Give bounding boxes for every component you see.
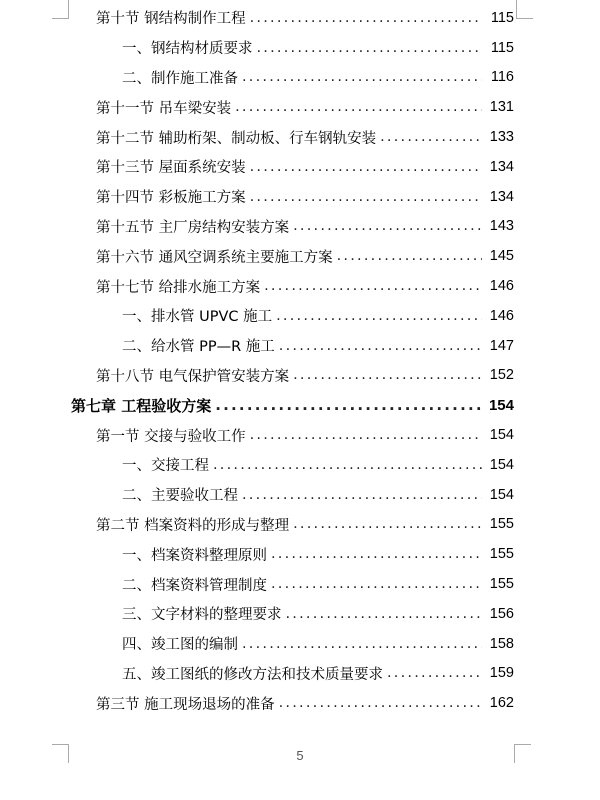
toc-entry-title: 第十一节 吊车梁安装 (96, 100, 232, 117)
toc-entry-title: 第七章 工程验收方案 (71, 396, 212, 415)
toc-entry-page: 158 (489, 635, 514, 652)
toc-entry[interactable] (0, 629, 600, 659)
table-of-contents (0, 3, 600, 718)
toc-entry-title: 一、档案资料整理原则 (122, 547, 267, 564)
toc-entry[interactable] (0, 450, 600, 480)
toc-entry-page: 116 (490, 69, 514, 86)
toc-entry-title: 二、给水管 PP—R 施工 (122, 339, 275, 356)
dot-leader (337, 248, 482, 264)
dot-leader (279, 695, 482, 711)
toc-entry[interactable] (0, 241, 600, 271)
toc-entry[interactable] (0, 420, 600, 450)
toc-entry-page: 143 (489, 218, 514, 235)
toc-entry-title: 四、竣工图的编制 (122, 637, 238, 654)
toc-entry-title: 一、排水管 UPVC 施工 (122, 309, 273, 326)
toc-entry-title: 二、制作施工准备 (122, 70, 238, 87)
toc-entry-title: 第十二节 辅助桁架、制动板、行车钢轨安装 (96, 130, 377, 147)
dot-leader (264, 278, 482, 294)
toc-entry-title: 第十四节 彩板施工方案 (96, 190, 246, 207)
dot-leader (242, 69, 482, 85)
toc-entry-page: 145 (489, 248, 514, 265)
toc-entry[interactable] (0, 688, 600, 718)
toc-entry-title: 第十三节 屋面系统安装 (96, 160, 246, 177)
toc-entry-page: 154 (489, 456, 514, 473)
dot-leader (242, 487, 482, 503)
dot-leader (250, 10, 482, 26)
dot-leader (213, 457, 482, 473)
toc-entry[interactable] (0, 599, 600, 629)
dot-leader (293, 367, 482, 383)
toc-entry[interactable] (0, 92, 600, 122)
dot-leader (293, 516, 482, 532)
toc-entry-page: 159 (489, 665, 514, 682)
toc-entry-title: 第十八节 电气保护管安装方案 (96, 368, 290, 385)
dot-leader (250, 189, 482, 205)
toc-entry-page: 154 (489, 486, 514, 503)
toc-entry[interactable] (0, 63, 600, 93)
toc-entry-page: 155 (489, 516, 514, 533)
toc-entry-title: 第十七节 给排水施工方案 (96, 279, 261, 296)
toc-entry-title: 第十六节 通风空调系统主要施工方案 (96, 249, 333, 266)
toc-entry-title: 三、文字材料的整理要求 (122, 607, 282, 624)
dot-leader (286, 606, 483, 622)
toc-entry-page: 155 (489, 576, 514, 593)
dot-leader (271, 546, 482, 562)
toc-entry[interactable] (0, 539, 600, 569)
toc-entry-page: 134 (489, 158, 514, 175)
toc-entry-page: 162 (489, 695, 514, 712)
toc-entry-title: 第一节 交接与验收工作 (96, 428, 246, 445)
dot-leader (276, 308, 482, 324)
toc-entry-page: 155 (489, 546, 514, 563)
toc-entry[interactable] (0, 122, 600, 152)
toc-entry-page: 131 (489, 99, 514, 116)
dot-leader (250, 159, 482, 175)
dot-leader (215, 396, 482, 414)
toc-entry[interactable] (0, 480, 600, 510)
toc-entry-title: 一、交接工程 (122, 458, 209, 475)
toc-entry-page: 154 (488, 396, 514, 414)
dot-leader (387, 665, 482, 681)
dot-leader (279, 338, 482, 354)
toc-entry[interactable] (0, 182, 600, 212)
dot-leader (293, 218, 482, 234)
toc-entry[interactable] (0, 301, 600, 331)
dot-leader (380, 129, 482, 145)
toc-entry[interactable] (0, 510, 600, 540)
toc-entry[interactable] (0, 33, 600, 63)
toc-entry-title: 二、档案资料管理制度 (122, 577, 267, 594)
dot-leader (250, 427, 482, 443)
dot-leader (257, 40, 483, 56)
toc-entry-title: 五、竣工图纸的修改方法和技术质量要求 (122, 666, 383, 683)
dot-leader (235, 99, 482, 115)
toc-entry-page: 133 (489, 129, 514, 146)
toc-entry[interactable] (0, 361, 600, 391)
toc-entry-title: 二、主要验收工程 (122, 488, 238, 505)
toc-entry-page: 154 (489, 427, 514, 444)
toc-entry-title: 一、钢结构材质要求 (122, 41, 253, 58)
toc-entry[interactable] (0, 271, 600, 301)
toc-entry-page: 156 (489, 605, 514, 622)
toc-entry-title: 第二节 档案资料的形成与整理 (96, 517, 290, 534)
toc-entry-page: 152 (489, 367, 514, 384)
toc-entry-title: 第十节 钢结构制作工程 (96, 11, 246, 28)
toc-entry-page: 115 (490, 39, 514, 56)
toc-entry[interactable] (0, 569, 600, 599)
toc-entry-page: 146 (489, 278, 514, 295)
toc-entry-title: 第十五节 主厂房结构安装方案 (96, 219, 290, 236)
toc-entry[interactable] (0, 659, 600, 689)
toc-entry[interactable] (0, 212, 600, 242)
dot-leader (242, 636, 482, 652)
toc-entry-page: 146 (489, 307, 514, 324)
toc-chapter-entry[interactable] (0, 390, 600, 420)
toc-entry[interactable] (0, 331, 600, 361)
dot-leader (271, 576, 482, 592)
toc-entry[interactable] (0, 3, 600, 33)
toc-entry-page: 147 (489, 337, 514, 354)
toc-entry-page: 115 (490, 9, 514, 26)
page-number: 5 (296, 748, 304, 763)
toc-entry-title: 第三节 施工现场退场的准备 (96, 696, 275, 713)
toc-entry-page: 134 (489, 188, 514, 205)
toc-entry[interactable] (0, 152, 600, 182)
